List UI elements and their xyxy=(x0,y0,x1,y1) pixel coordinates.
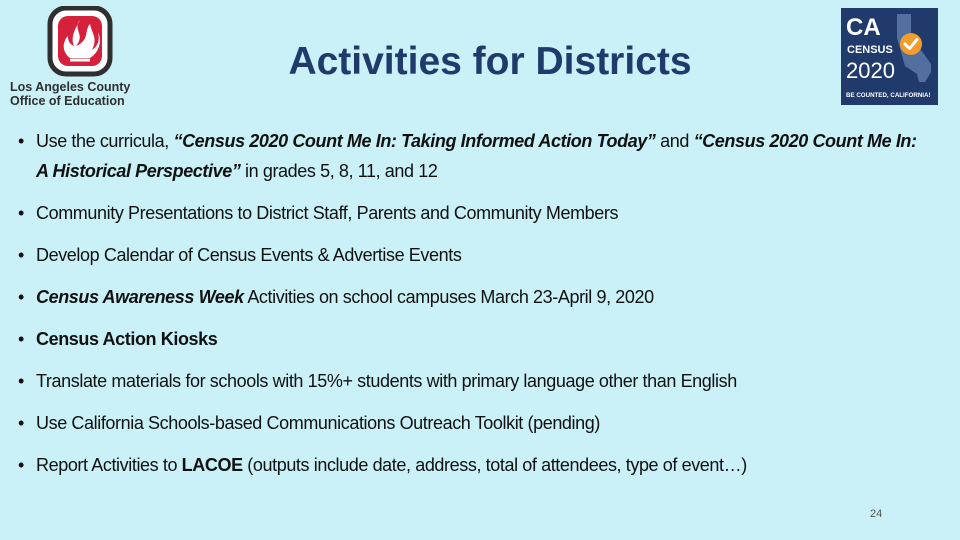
census-logo-word: CENSUS xyxy=(847,44,893,56)
lacoe-wordmark xyxy=(10,80,155,108)
census-logo-ca: CA xyxy=(846,14,881,41)
bullet-marker: • xyxy=(18,287,24,307)
list-item: • Use California Schools-based Communications Outreach Toolkit (pending) xyxy=(18,408,918,438)
bullet-marker: • xyxy=(18,455,24,475)
list-item: • Develop Calendar of Census Events & Advertise Events xyxy=(18,240,918,270)
bullet-marker: • xyxy=(18,413,24,433)
bullet-marker: • xyxy=(18,131,24,151)
bullet-marker: • xyxy=(18,371,24,391)
lacoe-line1: Los Angeles County xyxy=(10,80,131,94)
slide-title: Activities for Districts xyxy=(288,40,692,83)
list-item: • Census Action Kiosks xyxy=(18,324,918,354)
bullet-marker: • xyxy=(18,329,24,349)
census-2020-logo xyxy=(841,8,938,105)
list-item: • Community Presentations to District Staff, Parents and Community Members xyxy=(18,198,918,228)
list-item: • Report Activities to LACOE (outputs include date, address, total of attendees, type of event…) xyxy=(18,450,918,480)
list-item: • Translate materials for schools with 15%+ students with primary language other than English xyxy=(18,366,918,396)
census-logo-tagline: BE COUNTED, CALIFORNIA! xyxy=(846,92,931,99)
list-item: • Use the curricula, “Census 2020 Count Me In: Taking Informed Action Today” and “Census 2020 Count Me In: A Historical Perspective” in grades 5, 8, 11, and 12 xyxy=(18,126,918,186)
census-logo-year: 2020 xyxy=(846,58,895,83)
bullet-marker: • xyxy=(18,245,24,265)
bullet-marker: • xyxy=(18,203,24,223)
lacoe-logo xyxy=(10,6,155,110)
page-number: 24 xyxy=(870,508,883,520)
list-item: • Census Awareness Week Activities on school campuses March 23-April 9, 2020 xyxy=(18,282,918,312)
lacoe-line2: Office of Education xyxy=(10,94,125,108)
checkmark-icon xyxy=(900,33,922,55)
activities-list xyxy=(18,126,918,492)
lacoe-flame-emblem-icon xyxy=(46,6,126,78)
